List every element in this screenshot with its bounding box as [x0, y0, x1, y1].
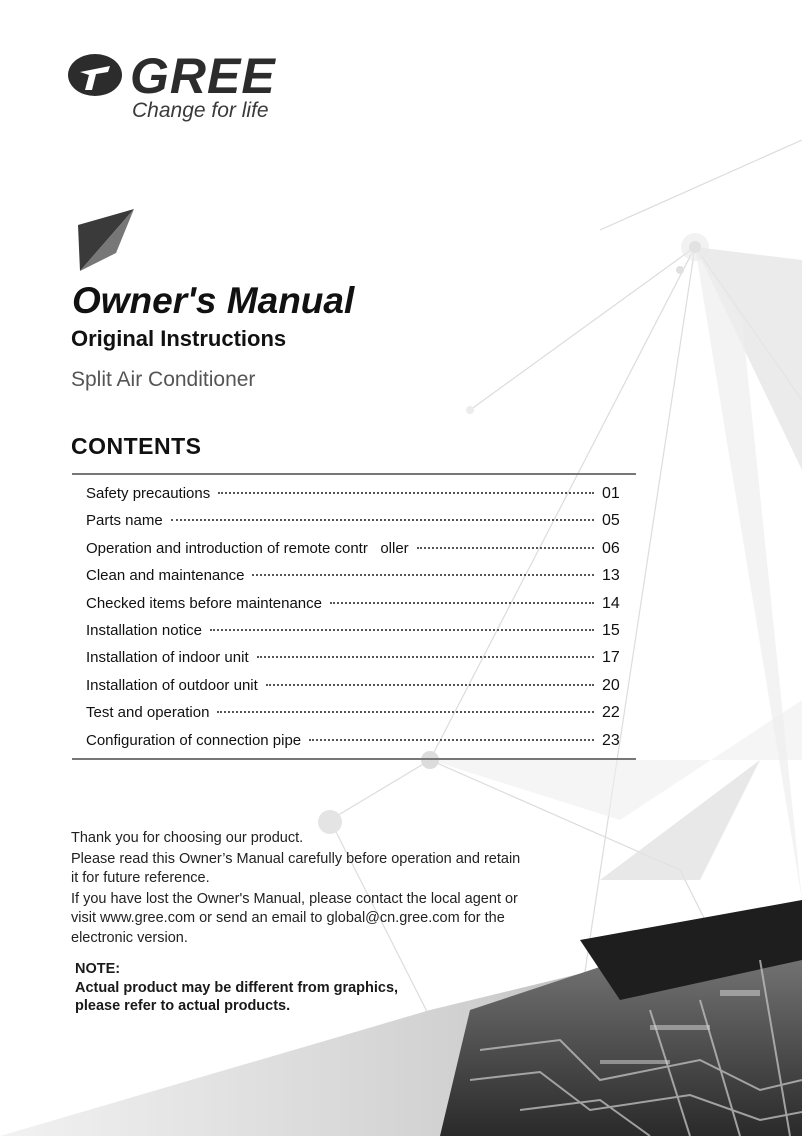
- contents-bottom-rule: [72, 758, 636, 760]
- intro-text: [71, 829, 531, 948]
- manual-title: Owner's Manual: [72, 280, 355, 321]
- toc-item[interactable]: [86, 727, 632, 754]
- toc-item[interactable]: [86, 644, 632, 671]
- note-line: please refer to actual products.: [75, 998, 291, 1014]
- toc-item-page: 23: [602, 731, 620, 749]
- toc-dot-leader: [210, 629, 594, 631]
- toc-dot-leader: [309, 739, 594, 741]
- toc-item-page: 15: [602, 621, 620, 639]
- toc-item-title: Operation and introduction of remote contr oller: [86, 539, 409, 557]
- toc-item[interactable]: [86, 617, 632, 644]
- brand-slogan: Change for life: [132, 99, 269, 122]
- toc-dot-leader: [257, 656, 594, 658]
- toc-item-title: Installation notice: [86, 621, 202, 639]
- toc-item-page: 22: [602, 704, 620, 722]
- toc-item-title: Clean and maintenance: [86, 567, 245, 585]
- toc-item[interactable]: [86, 590, 632, 617]
- intro-line: Thank you for choosing our product.: [71, 830, 304, 846]
- toc-item-title: Parts name: [86, 512, 163, 530]
- toc-dot-leader: [217, 711, 594, 713]
- toc-item[interactable]: [86, 480, 632, 507]
- toc-item-title: Installation of outdoor unit: [86, 676, 258, 694]
- contents-top-rule: [72, 473, 636, 475]
- table-of-contents: [86, 480, 632, 754]
- intro-line: Please read this Owner’s Manual carefully before operation and retain it for future reference.: [71, 850, 521, 886]
- note-block: [75, 960, 495, 1016]
- toc-dot-leader: [266, 684, 594, 686]
- toc-item-page: 05: [602, 512, 620, 530]
- toc-item-page: 14: [602, 594, 620, 612]
- intro-line: If you have lost the Owner's Manual, please contact the local agent or visit www.gree.com or send an email to global@cn.gree.com for the electronic version.: [71, 890, 518, 946]
- toc-item-title: Installation of indoor unit: [86, 649, 249, 667]
- toc-item[interactable]: [86, 699, 632, 726]
- note-line: Actual product may be different from graphics,: [75, 979, 399, 996]
- toc-item[interactable]: [86, 562, 632, 589]
- toc-dot-leader: [171, 519, 594, 521]
- toc-item-page: 13: [602, 567, 620, 585]
- toc-item-page: 17: [602, 649, 620, 667]
- toc-dot-leader: [330, 602, 594, 604]
- toc-item[interactable]: [86, 507, 632, 534]
- toc-item-page: 06: [602, 539, 620, 557]
- brand-name: GREE: [130, 48, 276, 104]
- contents-heading: CONTENTS: [71, 433, 202, 459]
- note-label: NOTE:: [75, 961, 121, 977]
- toc-item-title: Safety precautions: [86, 485, 211, 502]
- toc-item-page: 01: [602, 485, 620, 502]
- toc-dot-leader: [417, 547, 594, 549]
- product-name: Split Air Conditioner: [71, 368, 256, 391]
- toc-dot-leader: [252, 574, 594, 576]
- toc-item[interactable]: [86, 535, 632, 562]
- toc-item-page: 20: [602, 676, 620, 694]
- gree-logo-icon: [66, 52, 124, 98]
- toc-item-title: Configuration of connection pipe: [86, 731, 302, 749]
- toc-item[interactable]: [86, 672, 632, 699]
- toc-item-title: Checked items before maintenance: [86, 594, 322, 612]
- manual-subtitle: Original Instructions: [71, 326, 287, 351]
- toc-dot-leader: [218, 492, 594, 494]
- toc-item-title: Test and operation: [86, 704, 210, 722]
- decorative-triangle-icon: [76, 209, 136, 271]
